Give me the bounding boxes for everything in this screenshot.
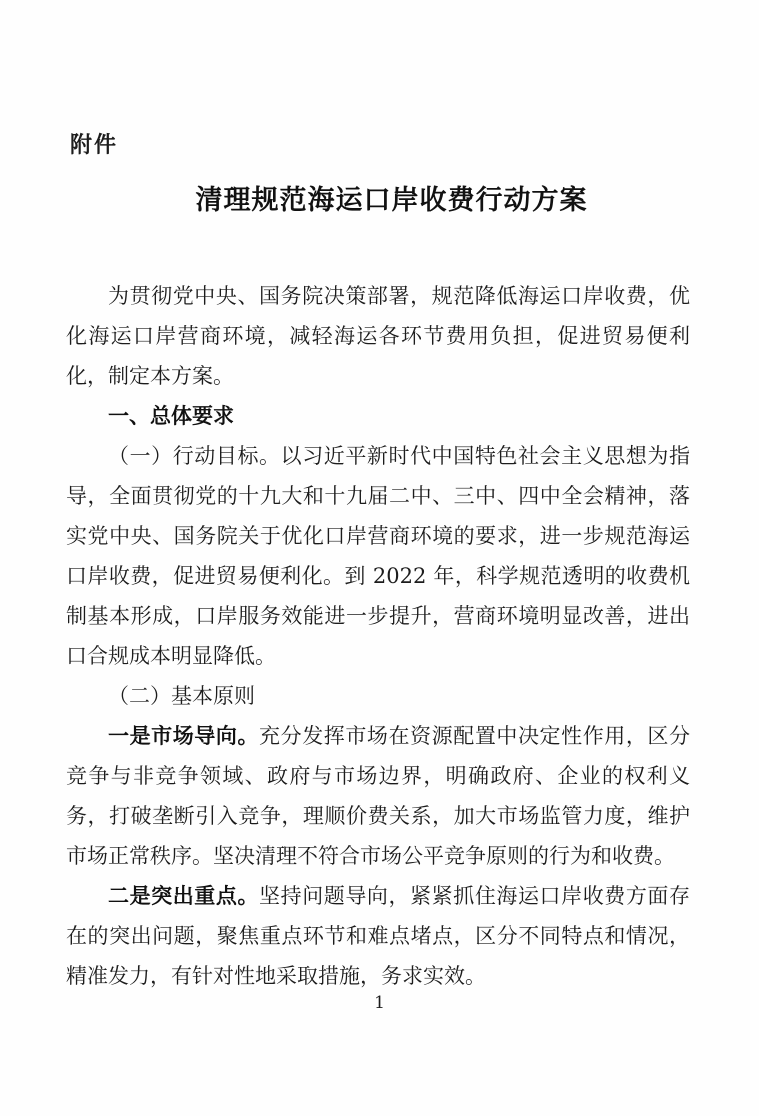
- section-heading-overall-requirements: 一、总体要求: [108, 404, 234, 428]
- subsection-heading-basic-principles: （二）基本原则: [108, 684, 255, 708]
- principle-2-text: 坚持问题导向，紧紧抓住海运口岸收费方面存在的突出问题，聚焦重点环节和难点堵点，区分不同特点和情况，精准发力，有针对性地采取措施，务求实效。: [66, 884, 691, 988]
- page-number: 1: [374, 993, 385, 1013]
- principle-2-lead: 二是突出重点。: [108, 883, 260, 908]
- action-goal-lead: （一）行动目标。: [108, 444, 281, 468]
- principle-1-paragraph: [66, 716, 690, 876]
- principle-1-text: 充分发挥市场在资源配置中决定性作用，区分竞争与非竞争领域、政府与市场边界，明确政府、企业的权利义务，打破垄断引入竞争，理顺价费关系，加大市场监管力度，维护市场正常秩序。坚决清理不符合市场公平竞争原则的行为和收费。: [66, 724, 691, 868]
- document-title: 清理规范海运口岸收费行动方案: [195, 185, 588, 216]
- attachment-label: 附件: [70, 133, 119, 158]
- principle-2-paragraph: [66, 876, 690, 996]
- document-body: [66, 276, 690, 996]
- principle-1-lead: 一是市场导向。: [108, 723, 260, 748]
- action-goal-text: 以习近平新时代中国特色社会主义思想为指导，全面贯彻党的十九大和十九届二中、三中、四中全会精神，落实党中央、国务院关于优化口岸营商环境的要求，进一步规范海运口岸收费，促进贸易便利化。到 2022 年，科学规范透明的收费机制基本形成，口岸服务效能进一步提升，营商环境明显改善，进出口合规成本明显降低。: [66, 444, 691, 668]
- intro-paragraph: 为贯彻党中央、国务院决策部署，规范降低海运口岸收费，优化海运口岸营商环境，减轻海运各环节费用负担，促进贸易便利化，制定本方案。: [66, 284, 690, 388]
- action-goal-paragraph: [66, 436, 690, 676]
